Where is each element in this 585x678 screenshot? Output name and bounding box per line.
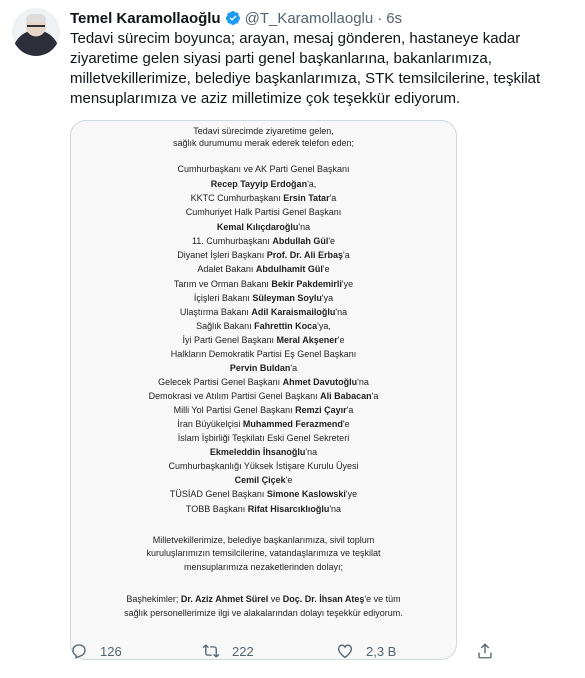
letter-name: Abdulhamit Gül bbox=[255, 264, 323, 274]
letter-name: Süleyman Soylu bbox=[252, 293, 322, 303]
retweet-button[interactable] bbox=[202, 642, 254, 660]
author-handle[interactable]: @T_Karamollaoglu bbox=[244, 9, 374, 27]
tweet-line: milletvekillerimize, belediye başkanlarımıza, STK temsilcilerine, teşkilat bbox=[70, 70, 541, 87]
like-count: 2,3 B bbox=[366, 643, 397, 659]
letter-text-span: Adalet Bakanı bbox=[197, 264, 256, 274]
share-icon bbox=[476, 642, 494, 660]
letter-line bbox=[71, 594, 456, 605]
letter-name: Ahmet Davutoğlu bbox=[282, 377, 358, 387]
letter-text-span: Gelecek Partisi Genel Başkanı bbox=[158, 377, 283, 387]
avatar-glasses bbox=[27, 25, 45, 31]
reply-icon bbox=[70, 642, 88, 660]
letter-line bbox=[71, 335, 456, 346]
letter-line bbox=[71, 307, 456, 318]
like-button[interactable] bbox=[336, 642, 396, 660]
letter-text-span: Demokrasi ve Atılım Partisi Genel Başkanı bbox=[148, 391, 321, 401]
letter-text-span: 'ye bbox=[345, 489, 358, 499]
letter-text-span: Milletvekillerimize, belediye başkanlarımıza, sivil toplum bbox=[152, 535, 375, 545]
letter-text-span: 'a bbox=[329, 193, 337, 203]
letter-text-span: İyi Parti Genel Başkanı bbox=[182, 335, 277, 345]
letter-line bbox=[71, 562, 456, 573]
letter-name: Fahrettin Koca bbox=[254, 321, 318, 331]
letter-line bbox=[71, 321, 456, 332]
letter-line bbox=[71, 207, 456, 218]
letter-text-span: KKTC Cumhurbaşkanı bbox=[190, 193, 284, 203]
tweet-text bbox=[70, 29, 570, 109]
letter-name: Kemal Kılıçdaroğlu bbox=[216, 222, 299, 232]
letter-text-span: kuruluşlarımızın temsilcilerine, vatandaşlarımıza ve teşkilat bbox=[146, 548, 381, 558]
letter-line bbox=[71, 489, 456, 500]
letter-line bbox=[71, 535, 456, 546]
letter-text-span: Sağlık Bakanı bbox=[196, 321, 255, 331]
letter-line bbox=[71, 126, 456, 137]
letter-name: Pervin Buldan bbox=[229, 363, 291, 373]
letter-line bbox=[71, 179, 456, 190]
letter-line bbox=[71, 363, 456, 374]
letter-text-span: Cumhurbaşkanı ve AK Parti Genel Başkanı bbox=[177, 164, 350, 174]
letter-name: Dr. Aziz Ahmet Sürel bbox=[180, 594, 269, 604]
letter-name: Bekir Pakdemirli bbox=[271, 279, 342, 289]
letter-text-span: 11. Cumhurbaşkanı bbox=[191, 236, 273, 246]
letter-line bbox=[71, 405, 456, 416]
letter-line bbox=[71, 391, 456, 402]
letter-line bbox=[71, 279, 456, 290]
letter-line bbox=[71, 608, 456, 619]
letter-text-span: 'na bbox=[305, 447, 318, 457]
tweet-time[interactable]: 6s bbox=[386, 9, 403, 27]
tweet-line: mensuplarımıza ve aziz milletimize çok teşekkür ediyorum. bbox=[70, 90, 461, 107]
letter-text-span: Diyanet İşleri Başkanı bbox=[177, 250, 267, 260]
letter-text-span: sağlık durumumu merak ederek telefon eden; bbox=[172, 138, 355, 148]
letter-text-span: 'na bbox=[298, 222, 311, 232]
letter-text-span: 'e bbox=[337, 335, 345, 345]
reply-button[interactable] bbox=[70, 642, 122, 660]
reply-count: 126 bbox=[100, 643, 122, 659]
letter-name: Rifat Hisarcıklıoğlu bbox=[247, 504, 330, 514]
letter-line bbox=[71, 475, 456, 486]
tweet-actions bbox=[70, 642, 570, 666]
letter-name: Meral Akşener bbox=[276, 335, 338, 345]
letter-text-span: Cumhurbaşkanlığı Yüksek İstişare Kurulu Üyesi bbox=[168, 461, 359, 471]
letter-name: Simone Kaslowski bbox=[266, 489, 346, 499]
letter-name: Adil Karaismailoğlu bbox=[251, 307, 336, 317]
retweet-icon bbox=[202, 642, 220, 660]
letter-text-span: İran Büyükelçisi bbox=[177, 419, 243, 429]
letter-text-span: 'a bbox=[290, 363, 298, 373]
letter-text-span: ve bbox=[268, 594, 283, 604]
letter-text-span: Ulaştırma Bakanı bbox=[179, 307, 252, 317]
letter-text-span: 'na bbox=[335, 307, 348, 317]
letter-text-span: 'e bbox=[322, 264, 330, 274]
letter-text-span: Başhekimler; bbox=[126, 594, 181, 604]
letter-text-span: 'a bbox=[371, 391, 379, 401]
letter-line bbox=[71, 377, 456, 388]
letter-line bbox=[71, 433, 456, 444]
letter-text-span: sağlık personellerimize ilgi ve alakalarından dolayı teşekkür ediyorum. bbox=[124, 608, 403, 618]
letter-line bbox=[71, 419, 456, 430]
letter-line bbox=[71, 293, 456, 304]
heart-icon bbox=[336, 642, 354, 660]
letter-text-span: TOBB Başkanı bbox=[185, 504, 248, 514]
letter-text-span: Halkların Demokratik Partisi Eş Genel Başkanı bbox=[170, 349, 357, 359]
avatar[interactable] bbox=[12, 8, 60, 56]
letter-line bbox=[71, 222, 456, 233]
letter-line bbox=[71, 193, 456, 204]
letter-text-span: Tedavi sürecimde ziyaretime gelen, bbox=[193, 126, 334, 136]
tweet-line: Tedavi sürecim boyunca; arayan, mesaj gönderen, hastaneye kadar bbox=[70, 30, 521, 47]
letter-text-span: İçişleri Bakanı bbox=[193, 293, 253, 303]
letter-text-span: 'na bbox=[329, 504, 342, 514]
letter-text-span: Cumhuriyet Halk Partisi Genel Başkanı bbox=[185, 207, 342, 217]
retweet-count: 222 bbox=[232, 643, 254, 659]
tweet-header bbox=[70, 8, 402, 28]
tweet-line: ziyaretime gelen siyasi parti genel başkanlarına, bakanlarımıza, bbox=[70, 50, 492, 67]
letter-text-span: 'a, bbox=[307, 179, 317, 189]
letter-text-span: İslam İşbirliği Teşkilatı Eski Genel Sekreteri bbox=[177, 433, 350, 443]
attached-image[interactable] bbox=[70, 120, 457, 660]
letter-name: Remzi Çayır bbox=[295, 405, 347, 415]
letter-line bbox=[71, 461, 456, 472]
verified-badge-icon bbox=[225, 10, 241, 26]
letter-line bbox=[71, 504, 456, 515]
letter-text-span: Milli Yol Partisi Genel Başkanı bbox=[173, 405, 296, 415]
letter-line bbox=[71, 236, 456, 247]
letter-line bbox=[71, 447, 456, 458]
letter-text-span: 'ye bbox=[341, 279, 354, 289]
letter-name: Ersin Tatar bbox=[283, 193, 330, 203]
letter-text-span: 'ya bbox=[321, 293, 334, 303]
letter-text-span: 'na bbox=[357, 377, 369, 387]
letter-text-span: TÜSİAD Genel Başkanı bbox=[169, 489, 267, 499]
letter-line bbox=[71, 138, 456, 149]
letter-line bbox=[71, 164, 456, 175]
author-name[interactable]: Temel Karamollaoğlu bbox=[70, 9, 221, 27]
letter-name: Prof. Dr. Ali Erbaş bbox=[266, 250, 343, 260]
letter-text-span: 'e bbox=[328, 236, 336, 246]
letter-text-span: 'a bbox=[346, 405, 354, 415]
letter-name: Abdullah Gül bbox=[272, 236, 329, 246]
share-button[interactable] bbox=[476, 642, 494, 660]
separator-dot: · bbox=[377, 9, 383, 27]
letter-name: Muhammed Ferazmend bbox=[242, 419, 343, 429]
letter-text-span: mensuplarımıza nezaketlerinden dolayı; bbox=[183, 562, 344, 572]
letter-line bbox=[71, 264, 456, 275]
letter-text-span: 'ya, bbox=[317, 321, 331, 331]
letter-text-span: 'a bbox=[343, 250, 350, 260]
letter-text-span: Tarım ve Orman Bakanı bbox=[173, 279, 272, 289]
letter-line bbox=[71, 349, 456, 360]
letter-name: Recep Tayyip Erdoğan bbox=[210, 179, 308, 189]
letter-text-span: 'e ve tüm bbox=[364, 594, 401, 604]
letter-name: Doç. Dr. İhsan Ateş bbox=[282, 594, 365, 604]
letter-name: Ekmeleddin İhsanoğlu bbox=[209, 447, 306, 457]
avatar-hair bbox=[26, 14, 46, 22]
letter-line bbox=[71, 548, 456, 559]
letter-text-span: 'e bbox=[342, 419, 350, 429]
letter-line bbox=[71, 250, 456, 261]
letter-text-span: 'e bbox=[285, 475, 293, 485]
letter-name: Ali Babacan bbox=[320, 391, 372, 401]
letter-name: Cemil Çiçek bbox=[234, 475, 286, 485]
